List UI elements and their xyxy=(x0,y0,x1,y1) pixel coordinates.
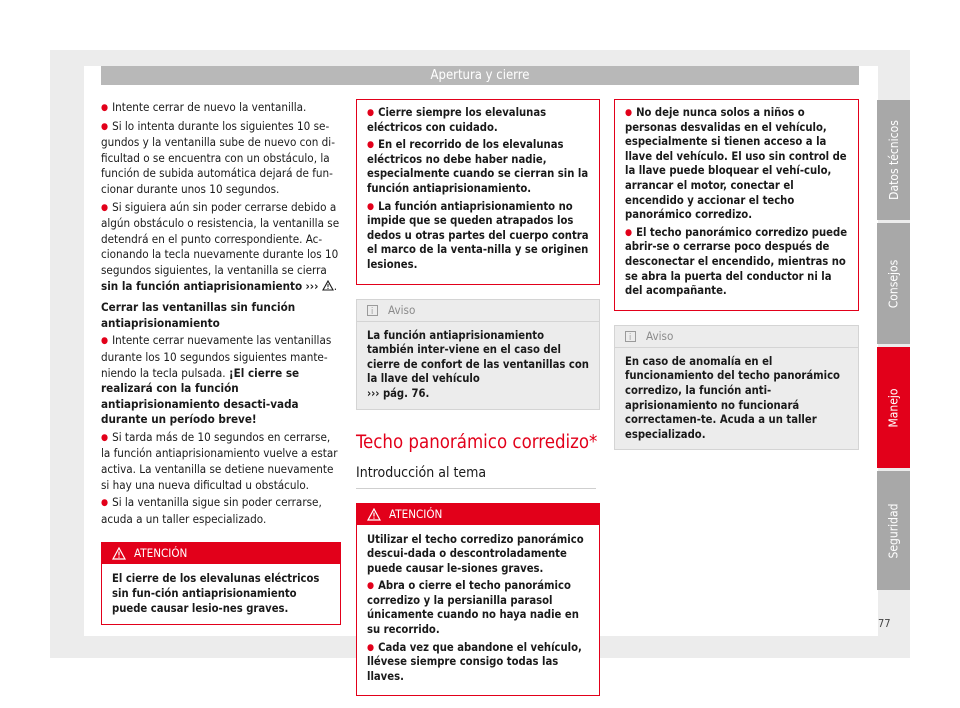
section-subtitle: Introducción al tema xyxy=(356,464,596,489)
warning-box-continued xyxy=(614,99,859,311)
column-2 xyxy=(356,99,600,696)
warning-header: ATENCIÓN xyxy=(102,543,340,564)
tab-consejos[interactable]: Consejos xyxy=(877,223,910,344)
warning-triangle-icon xyxy=(367,508,381,521)
tab-datos-tecnicos[interactable]: Datos técnicos xyxy=(877,100,910,220)
warning-text: El cierre de los elevalunas eléctricos sin fun-ción antiaprisionamiento puede causar lesio-nes graves. xyxy=(112,572,320,615)
list-item: ● Intente cerrar nuevamente las ventanillas durante los 10 segundos siguientes mante-niendo la tecla pulsada. ¡El cierre se realizará con la función antiaprisionamiento desacti-vada durante un período breve! xyxy=(101,333,332,427)
bullet-icon: ● xyxy=(367,140,375,151)
warning-triangle-icon xyxy=(112,547,126,560)
bullet-icon: ● xyxy=(101,498,109,509)
bullet-icon: ● xyxy=(101,336,109,347)
warning-header: ATENCIÓN xyxy=(357,504,599,525)
list-item: ● La función antiaprisionamiento no impide que se queden atrapados los dedos u otras partes del cuerpo contra el marco de la venta-nilla y se originen lesiones. xyxy=(367,199,589,271)
page-number: 77 xyxy=(878,617,891,630)
warning-text: Utilizar el techo corredizo panorámico descui-dada o descontroladamente puede causar le-siones graves. xyxy=(367,532,584,575)
warning-triangle-icon xyxy=(322,280,334,291)
tab-seguridad[interactable]: Seguridad xyxy=(877,471,910,590)
bullet-icon: ● xyxy=(101,202,109,213)
subheading: Cerrar las ventanillas sin función antiaprisionamiento xyxy=(101,300,296,330)
list-item: ● Si siguiera aún sin poder cerrarse debido a algún obstáculo o resistencia, la ventanilla se detendrá en el punto correspondiente. Ac-cionando la tecla nuevamente durante los 10 segundos siguientes, la ventanilla se cierra sin la función antiaprisionamiento ››› . xyxy=(101,199,340,293)
bullet-icon: ● xyxy=(367,581,375,592)
bullet-icon: ● xyxy=(367,108,375,118)
warning-box xyxy=(356,503,600,697)
list-item: ● Cierre siempre los elevalunas eléctricos con cuidado. xyxy=(367,106,547,134)
column-3 xyxy=(614,99,859,450)
list-item: ● Si lo intenta durante los siguientes 10 se-gundos y la ventanilla sube de nuevo con di-ficultad o se encuentra con un obstáculo, la función de subida automática dejará de fun-cionar durante unos 10 segundos. xyxy=(101,118,335,196)
warning-box xyxy=(101,542,341,625)
info-icon xyxy=(367,305,378,316)
list-item: ● Cada vez que abandone el vehículo, llévese siempre consigo todas las llaves. xyxy=(367,640,582,683)
warning-box-continued xyxy=(356,99,600,285)
bullet-icon: ● xyxy=(367,642,375,653)
list-item: ● En el recorrido de los elevalunas eléctricos no debe haber nadie, especialmente cuando se cierran sin la función antiaprisionamiento. xyxy=(367,138,589,195)
bullet-icon: ● xyxy=(625,108,633,118)
bullet-icon: ● xyxy=(367,201,375,212)
note-box xyxy=(614,325,859,451)
page-reference-link[interactable]: ››› pág. 76. xyxy=(367,386,430,400)
list-item: ● Si la ventanilla sigue sin poder cerrarse, acuda a un taller especializado. xyxy=(101,495,322,526)
bullet-icon: ● xyxy=(101,432,109,443)
note-text: La función antiaprisionamiento también inter-viene en el caso del cierre de confort de las ventanillas con la llave del vehículo xyxy=(367,328,589,386)
note-text: En caso de anomalía en el funcionamiento del techo panorámico corredizo, la función anti-aprisionamiento no funcionará correctamen-te. Acuda a un taller especializado. xyxy=(625,354,840,441)
list-item: ● Si tarda más de 10 segundos en cerrarse, la función antiaprisionamiento vuelve a estar activa. La ventanilla se detiene nuevamente si hay una nueva dificultad u obstáculo. xyxy=(101,429,338,492)
list-item: ● Intente cerrar de nuevo la ventanilla. xyxy=(101,100,307,114)
list-item: ● Abra o cierre el techo panorámico corredizo y la persianilla parasol únicamente cuando no haya nadie en su recorrido. xyxy=(367,579,579,637)
note-box xyxy=(356,299,600,410)
page-header: Apertura y cierre xyxy=(101,66,859,85)
cross-reference[interactable]: ››› xyxy=(305,278,319,293)
list-item: ● No deje nunca solos a niños o personas desvalidas en el vehículo, especialmente si tienen acceso a la llave del vehículo. El uso sin control de la llave puede bloquear el vehí-culo, arrancar el motor, conectar el encendido y accionar el techo panorámico corredizo. xyxy=(625,106,847,222)
bullet-icon: ● xyxy=(101,103,109,113)
bullet-icon: ● xyxy=(625,227,633,238)
column-1 xyxy=(101,100,341,625)
section-title: Techo panorámico corredizo* xyxy=(356,431,598,453)
note-header: i Aviso xyxy=(615,326,858,348)
list-item: ● El techo panorámico corredizo puede abrir-se o cerrarse poco después de desconectar el encendido, mientras no se abra la puerta del conductor ni la del acompañante. xyxy=(625,225,848,298)
info-icon xyxy=(625,331,636,342)
note-header: i Aviso xyxy=(357,300,599,322)
tab-manejo[interactable]: Manejo xyxy=(877,347,910,468)
bullet-icon: ● xyxy=(101,121,109,132)
